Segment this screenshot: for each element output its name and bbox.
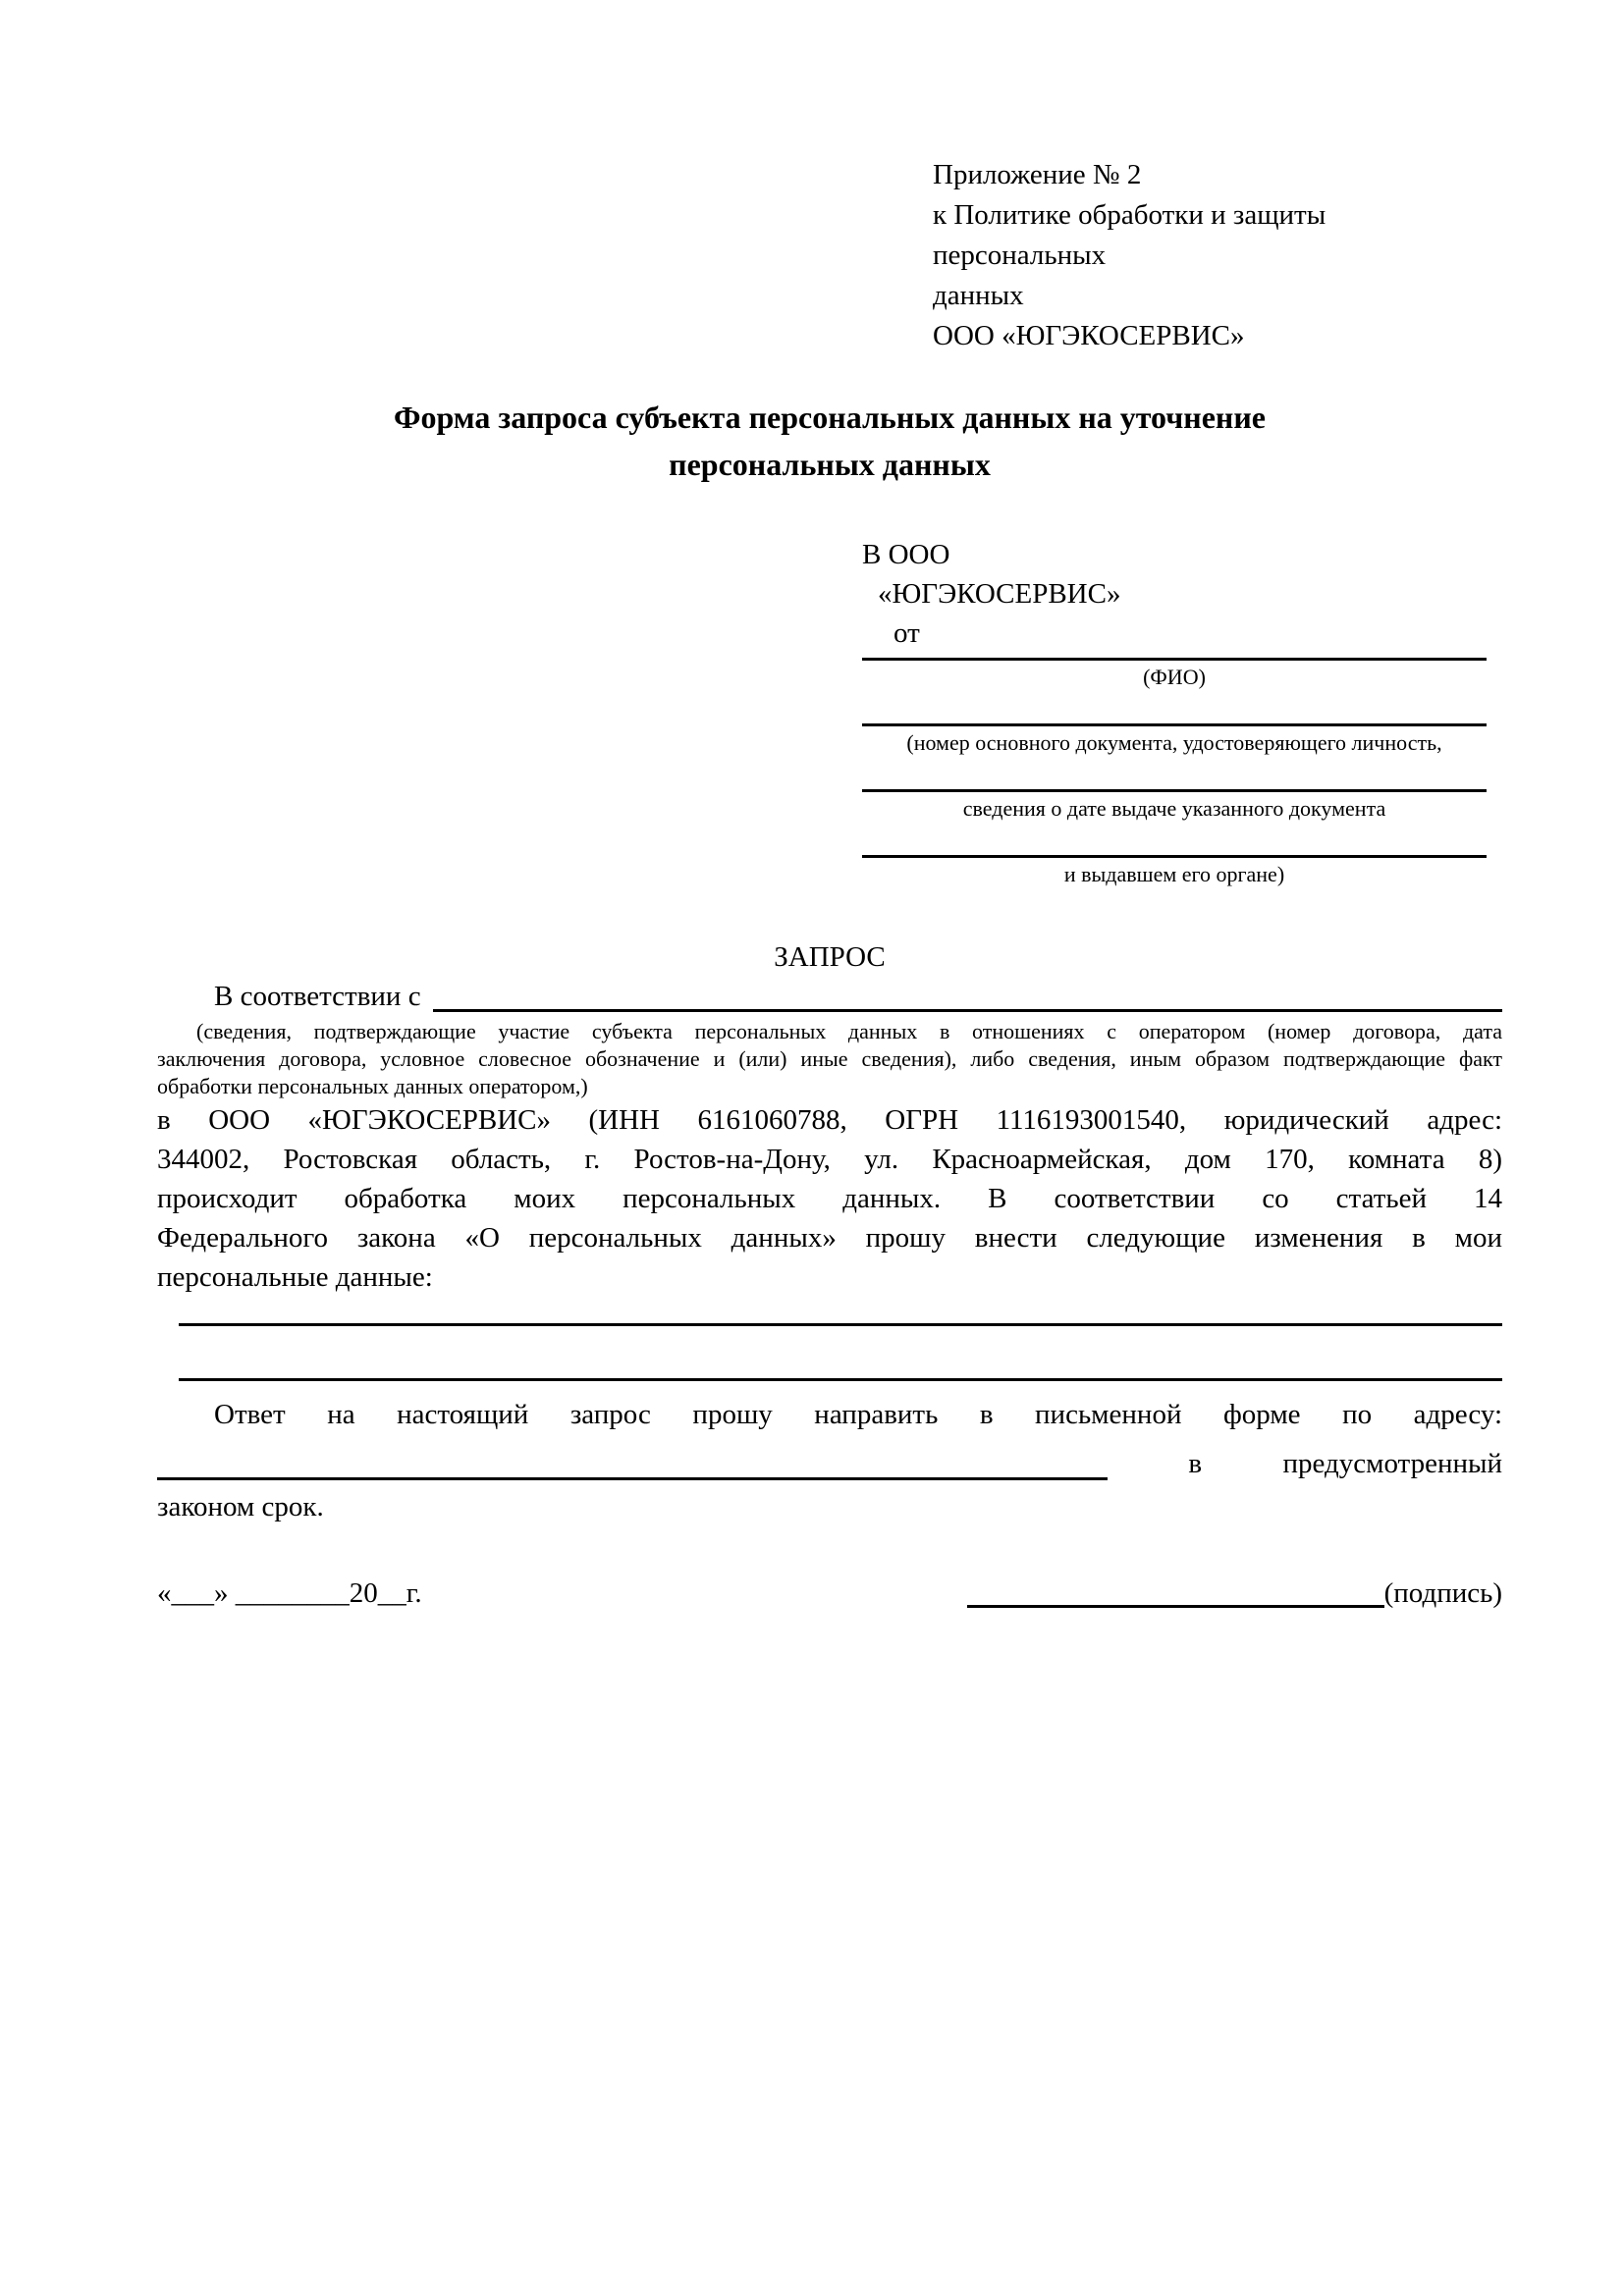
request-body-line-5: персональные данные: xyxy=(157,1261,433,1293)
appendix-line-1: Приложение № 2 xyxy=(933,159,1142,190)
recipient-company: «ЮГЭКОСЕРВИС» xyxy=(878,578,1121,610)
request-heading: ЗАПРОС xyxy=(774,941,886,973)
fio-caption: (ФИО) xyxy=(1143,665,1206,689)
doc-number-field xyxy=(862,691,1487,757)
doc-date-caption: сведения о дате выдаче указанного документа xyxy=(962,796,1386,821)
request-body-line-3: происходит обработка моих персональных данных. В соответствии со статьей 14 xyxy=(157,1183,1502,1214)
changes-blank-line-1[interactable] xyxy=(179,1297,1502,1326)
doc-issuer-blank-line[interactable] xyxy=(862,823,1487,858)
intro-blank-line[interactable] xyxy=(433,977,1502,1012)
intro-caption-line-2: заключения договора, условное словесное обозначение и (или) иные сведения), либо сведения, иным образом подтверждающие факт xyxy=(157,1046,1502,1071)
fio-blank-line[interactable] xyxy=(862,653,1487,661)
signature-caption: (подпись) xyxy=(1383,1577,1502,1609)
signature-area xyxy=(967,1574,1502,1613)
request-body xyxy=(157,1100,1502,1297)
intro-caption-line-1: (сведения, подтверждающие участие субъекта персональных данных в отношениях с оператором (номер договора, дата xyxy=(196,1019,1502,1043)
intro-prefix: В соответствии с xyxy=(214,981,421,1012)
request-body-line-2: 344002, Ростовская область, г. Ростов-на-Дону, ул. Красноармейская, дом 170, комната 8) xyxy=(157,1144,1502,1175)
appendix-line-3: данных xyxy=(933,280,1024,311)
doc-number-blank-line[interactable] xyxy=(862,691,1487,726)
recipient-block xyxy=(862,535,1487,888)
address-blank-line[interactable] xyxy=(157,1445,1108,1480)
doc-issuer-field xyxy=(862,823,1487,888)
date-blank[interactable]: «___» ________20__г. xyxy=(157,1577,422,1609)
recipient-from: от xyxy=(893,617,920,649)
document-title-line-2: персональных данных xyxy=(669,447,991,482)
reply-word-1: в xyxy=(1188,1448,1203,1479)
doc-number-caption: (номер основного документа, удостоверяющего личность, xyxy=(906,730,1442,755)
intro-caption xyxy=(157,1018,1502,1100)
intro-line xyxy=(157,977,1502,1016)
appendix-line-2: к Политике обработки и защиты персональных xyxy=(933,199,1326,271)
reply-text: Ответ на настоящий запрос прошу направить в письменной форме по адресу: xyxy=(214,1399,1502,1430)
intro-caption-line-3: обработки персональных данных оператором,) xyxy=(157,1074,588,1098)
fio-field xyxy=(862,653,1487,691)
reply-paragraph xyxy=(157,1393,1502,1528)
changes-blank-line-2[interactable] xyxy=(179,1326,1502,1381)
doc-issuer-caption: и выдавшем его органе) xyxy=(1063,862,1285,886)
doc-date-blank-line[interactable] xyxy=(862,757,1487,792)
request-body-line-4: Федерального закона «О персональных данных» прошу внести следующие изменения в мои xyxy=(157,1222,1502,1254)
doc-date-field xyxy=(862,757,1487,823)
reply-tail: законом срок. xyxy=(157,1491,324,1522)
appendix-line-4: ООО «ЮГЭКОСЕРВИС» xyxy=(933,320,1245,351)
request-body-line-1: в ООО «ЮГЭКОСЕРВИС» (ИНН 6161060788, ОГРН 1116193001540, юридический адрес: xyxy=(157,1104,1502,1136)
appendix-header xyxy=(933,155,1502,356)
signature-row xyxy=(157,1574,1502,1613)
document-title-line-1: Форма запроса субъекта персональных данных на уточнение xyxy=(394,400,1266,435)
reply-address-row xyxy=(157,1442,1502,1485)
recipient-to: В ООО xyxy=(862,539,950,570)
reply-word-2: предусмотренный xyxy=(1282,1448,1502,1479)
document-title xyxy=(157,394,1502,488)
signature-blank-line[interactable] xyxy=(967,1576,1384,1608)
